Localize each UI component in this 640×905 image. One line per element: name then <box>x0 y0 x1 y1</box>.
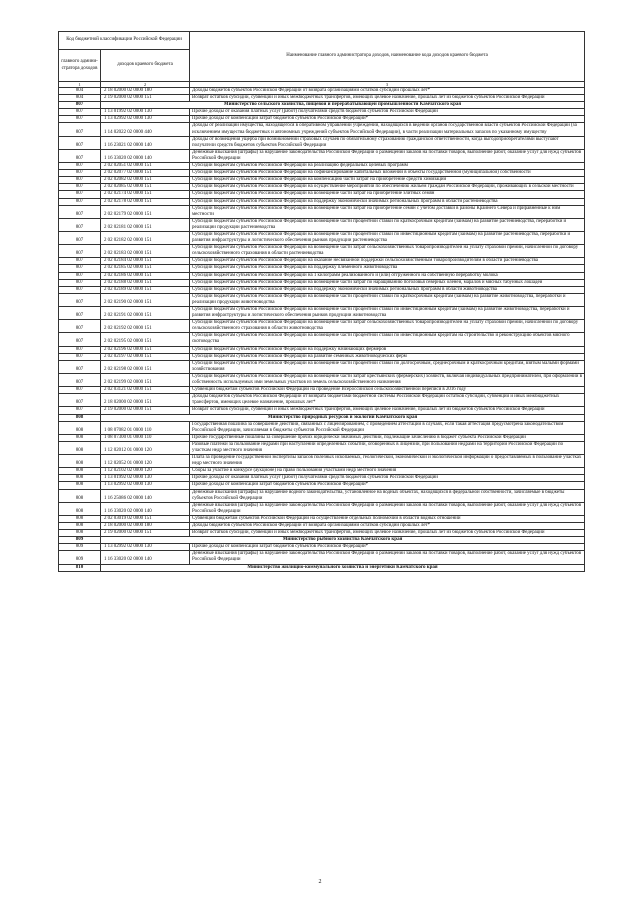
administrator-code: 808 <box>59 489 101 502</box>
table-row <box>59 502 585 515</box>
ministry-title: Министерство сельского хозяйства, пищевой и перерабатывающей промышленности Камчатского края <box>101 102 585 109</box>
table-row <box>59 198 585 205</box>
header-name-column: Наименование главного администратора доходов, наименование кода доходов краевого бюджета <box>190 32 585 82</box>
table-row <box>59 218 585 231</box>
table-row <box>59 116 585 123</box>
administrator-code: 810 <box>59 564 101 571</box>
revenue-code: 2 02 02179 02 0000 151 <box>101 205 190 218</box>
table-row <box>59 530 585 537</box>
revenue-description: Субсидии бюджетам субъектов Российской Федерации на поддержку племенного животноводства <box>190 265 585 272</box>
ministry-title: Министерство рыбного хозяйства Камчатского края <box>101 537 585 544</box>
revenue-description: Субсидии бюджетам субъектов Российской Федерации на возмещение части процентной ставки по инвестиционным кредитам на строительство и реконструкцию объектов мясного скотоводства <box>190 333 585 346</box>
revenue-description: Прочие доходы от оказания платных услуг (работ) получателями средств бюджетов субъектов Российской Федерации <box>190 475 585 482</box>
table-row <box>59 123 585 136</box>
column-number: 3 <box>190 82 585 88</box>
table-row <box>59 346 585 353</box>
table-row <box>59 333 585 346</box>
table-row <box>59 455 585 468</box>
administrator-code: 808 <box>59 475 101 482</box>
administrator-code: 807 <box>59 293 101 306</box>
administrator-code: 809 <box>59 537 101 544</box>
administrator-code: 807 <box>59 191 101 198</box>
revenue-code: 2 02 02186 02 0000 151 <box>101 272 190 279</box>
revenue-code: 2 18 02000 02 0000 180 <box>101 523 190 530</box>
administrator-code: 807 <box>59 231 101 244</box>
revenue-code: 2 19 02000 02 0000 151 <box>101 95 190 102</box>
table-row <box>59 95 585 102</box>
revenue-description: Возврат остатков субсидий, субвенций и иных межбюджетных трансфертов, имеющих целевое назначение, прошлых лет из бюджетов субъектов Российской Федерации <box>190 407 585 414</box>
administrator-code: 808 <box>59 515 101 522</box>
revenue-description: Субсидии бюджетам субъектов Российской Федерации на возмещение части процентной ставки по инвестиционным кредитам (займам) на развитие животноводства, переработки и развития инфраструктуры и логистического обеспечения рынков продукции животноводства <box>190 307 585 320</box>
revenue-code: 1 13 01992 02 0000 130 <box>101 109 190 116</box>
administrator-code: 808 <box>59 414 101 421</box>
table-row <box>59 184 585 191</box>
revenue-description: Субсидии бюджетам субъектов Российской Федерации на софинансирование капитальных вложений в объекты государственной (муниципальной) собственности <box>190 170 585 177</box>
revenue-description: Прочие доходы от компенсации затрат бюджетов субъектов Российской Федерации* <box>190 544 585 551</box>
table-row <box>59 475 585 482</box>
revenue-description: Доходы бюджетов субъектов Российской Федерации от возврата организациями остатков субсидий прошлых лет* <box>190 88 585 95</box>
revenue-code: 2 02 02196 02 0000 151 <box>101 346 190 353</box>
administrator-code: 807 <box>59 279 101 286</box>
revenue-description: Субвенции бюджетам субъектов Российской Федерации на проведение Всероссийской сельскохозяйственной переписи в 2016 году <box>190 387 585 394</box>
revenue-code: 2 02 02188 02 0000 151 <box>101 279 190 286</box>
ministry-title: Министерство жилищно-коммунального хозяйства и энергетики Камчатского края <box>101 564 585 571</box>
table-row <box>59 434 585 441</box>
table-row <box>59 258 585 265</box>
revenue-code: 1 08 07300 01 0000 110 <box>101 434 190 441</box>
revenue-code: 1 08 07082 01 0000 110 <box>101 421 190 434</box>
administrator-code: 807 <box>59 218 101 231</box>
page-number: 2 <box>318 879 322 885</box>
table-row <box>59 163 585 170</box>
table-row <box>59 231 585 244</box>
revenue-description: Прочие доходы от компенсации затрат бюджетов субъектов Российской Федерации* <box>190 116 585 123</box>
revenue-code: 2 02 02082 02 0000 151 <box>101 177 190 184</box>
revenue-code: 1 16 25086 02 0000 140 <box>101 489 190 502</box>
revenue-code: 2 02 02181 02 0000 151 <box>101 218 190 231</box>
revenue-code: 2 02 02192 02 0000 151 <box>101 320 190 333</box>
administrator-code: 808 <box>59 530 101 537</box>
table-row <box>59 387 585 394</box>
header-classification-group: Код бюджетной классификации Российской Федерации <box>59 32 190 50</box>
administrator-code: 807 <box>59 177 101 184</box>
revenue-description: Денежные взыскания (штрафы) за нарушение водного законодательства, установленное на водных объектах, находящихся в федеральной собственности, зачисляемые в бюджеты субъектов Российской Федерации <box>190 489 585 502</box>
administrator-code: 807 <box>59 373 101 386</box>
revenue-code: 1 12 02012 01 0000 120 <box>101 441 190 454</box>
administrator-code: 808 <box>59 502 101 515</box>
revenue-description: Возврат остатков субсидий, субвенций и иных межбюджетных трансфертов, имеющих целевое назначение, прошлых лет из бюджетов субъектов Российской Федерации <box>190 530 585 537</box>
revenue-description: Доходы от реализации имущества, находящегося в оперативном управлении учреждений, находящихся в ведении органов государственной власти субъектов Российской Федерации (за исключением имущества бюджетных и автономных учреждений субъектов Российской Федерации), в части реализации материальных запасов по указанному имуществу <box>190 123 585 136</box>
revenue-description: Субсидии бюджетам субъектов Российской Федерации на оказание несвязанной поддержки сельскохозяйственным товаропроизводителям в области растениеводства <box>190 258 585 265</box>
administrator-code: 807 <box>59 116 101 123</box>
revenue-code: 2 02 02189 02 0000 151 <box>101 286 190 293</box>
revenue-code: 2 02 02195 02 0000 151 <box>101 333 190 346</box>
administrator-code: 809 <box>59 551 101 564</box>
administrator-code: 807 <box>59 307 101 320</box>
revenue-code: 2 02 02185 02 0000 151 <box>101 265 190 272</box>
ministry-section-row <box>59 564 585 571</box>
revenue-description: Доходы от возмещения ущерба при возникновении страховых случаев по обязательному страхованию гражданской ответственности, когда выгодоприобретателями выступают получатели средств бюджетов субъектов Российской Федерации <box>190 136 585 149</box>
table-row <box>59 307 585 320</box>
table-row <box>59 245 585 258</box>
revenue-description: Денежные взыскания (штрафы) за нарушение законодательства Российской Федерации о размещении заказов на поставки товаров, выполнение работ, оказание услуг для нужд субъектов Российской Федерации <box>190 502 585 515</box>
revenue-description: Субвенции бюджетам субъектов Российской Федерации на осуществление отдельных полномочий в области водных отношений <box>190 515 585 522</box>
table-row <box>59 421 585 434</box>
revenue-description: Прочие государственные пошлины за совершение прочих юридически значимых действий, подлежащие зачислению в бюджет субъекта Российской Федерации <box>190 434 585 441</box>
revenue-description: Прочие доходы от компенсации затрат бюджетов субъектов Российской Федерации* <box>190 482 585 489</box>
table-row <box>59 320 585 333</box>
table-row <box>59 109 585 116</box>
revenue-code: 1 13 02992 02 0000 130 <box>101 116 190 123</box>
revenue-code: 2 02 02077 02 0000 151 <box>101 170 190 177</box>
revenue-code: 1 13 02992 02 0000 130 <box>101 482 190 489</box>
administrator-code: 807 <box>59 123 101 136</box>
revenue-description: Субсидии бюджетам субъектов Российской Федерации на возмещение части процентной ставки по краткосрочным кредитам (займам) на развитие растениеводства, переработки и реализации продукции растениеводства <box>190 218 585 231</box>
administrator-code: 808 <box>59 455 101 468</box>
administrator-code: 807 <box>59 360 101 373</box>
revenue-code: 2 02 02174 02 0000 151 <box>101 191 190 198</box>
table-row <box>59 360 585 373</box>
table-row <box>59 191 585 198</box>
revenue-code: 2 02 02199 02 0000 151 <box>101 373 190 386</box>
revenue-code: 1 16 23021 02 0000 140 <box>101 136 190 149</box>
administrator-code: 807 <box>59 387 101 394</box>
table-row <box>59 88 585 95</box>
revenue-code: 2 02 02184 02 0000 151 <box>101 258 190 265</box>
table-row <box>59 407 585 414</box>
administrator-code: 808 <box>59 441 101 454</box>
revenue-description: Возврат остатков субсидий, субвенций и иных межбюджетных трансфертов, имеющих целевое назначение, прошлых лет из бюджетов субъектов Российской Федерации <box>190 95 585 102</box>
revenue-description: Разовые платежи за пользование недрами при наступлении определенных событий, оговоренных в лицензии, при пользовании недрами на территории Российской Федерации по участкам недр местного значения <box>190 441 585 454</box>
revenue-description: Субсидии бюджетам субъектов Российской Федерации на возмещение части затрат сельскохозяйственных товаропроизводителей на уплату страховой премии, начисленной по договору сельскохозяйственного страхования в области растениеводства <box>190 245 585 258</box>
revenue-description: Субсидии бюджетам субъектов Российской Федерации на реализацию федеральных целевых программ <box>190 163 585 170</box>
table-row <box>59 286 585 293</box>
header-revenue-code-column: доходов краевого бюджета <box>101 50 190 82</box>
revenue-description: Субсидии бюджетам субъектов Российской Федерации на возмещение части затрат на приобретение элитных семян <box>190 191 585 198</box>
ministry-section-row <box>59 414 585 421</box>
table-row <box>59 265 585 272</box>
administrator-code: 807 <box>59 333 101 346</box>
administrator-code: 808 <box>59 482 101 489</box>
administrator-code: 807 <box>59 245 101 258</box>
administrator-code: 808 <box>59 434 101 441</box>
administrator-code: 807 <box>59 394 101 407</box>
revenue-description: Прочие доходы от оказания платных услуг (работ) получателями средств бюджетов субъектов Российской Федерации <box>190 109 585 116</box>
revenue-description: Субсидии бюджетам субъектов Российской Федерации на возмещение части процентной ставки по долгосрочным, среднесрочным и краткосрочным кредитам, взятым малыми формами хозяйствования <box>190 360 585 373</box>
revenue-description: Денежные взыскания (штрафы) за нарушение законодательства Российской Федерации о размещении заказов на поставки товаров, выполнение работ, оказание услуг для нужд субъектов Российской Федерации <box>190 551 585 564</box>
administrator-code: 808 <box>59 421 101 434</box>
administrator-code: 807 <box>59 102 101 109</box>
table-row <box>59 170 585 177</box>
administrator-code: 808 <box>59 523 101 530</box>
revenue-description: Субсидии бюджетам субъектов Российской Федерации на возмещение части затрат на приобретение семян с учетом доставки в районы Крайнего Севера и приравненные к ним местности <box>190 205 585 218</box>
table-row <box>59 551 585 564</box>
table-row <box>59 468 585 475</box>
administrator-code: 807 <box>59 286 101 293</box>
revenue-description: Субсидии бюджетам субъектов Российской Федерации на возмещение части затрат крестьянских (фермерских) хозяйств, включая индивидуальных предпринимателей, при оформлении в собственность используемых ими земельных участков из земель сельскохозяйственного назначения <box>190 373 585 386</box>
administrator-code: 807 <box>59 407 101 414</box>
revenue-description: Субсидии бюджетам субъектов Российской Федерации на компенсацию части затрат на приобретение средств химизации <box>190 177 585 184</box>
revenue-code: 2 02 02085 02 0000 151 <box>101 184 190 191</box>
table-row <box>59 136 585 149</box>
revenue-code: 2 19 02000 02 0000 151 <box>101 407 190 414</box>
ministry-section-row <box>59 537 585 544</box>
revenue-description: Сборы за участие в конкурсе (аукционе) на право пользования участками недр местного значения <box>190 468 585 475</box>
revenue-code: 2 02 02051 02 0000 151 <box>101 163 190 170</box>
revenue-code: 2 02 02190 02 0000 151 <box>101 293 190 306</box>
table-row <box>59 523 585 530</box>
administrator-code: 807 <box>59 205 101 218</box>
table-row <box>59 544 585 551</box>
administrator-code: 807 <box>59 163 101 170</box>
administrator-code: 807 <box>59 265 101 272</box>
administrator-code: 807 <box>59 149 101 162</box>
administrator-code: 807 <box>59 320 101 333</box>
revenue-description: Плата за проведение государственной экспертизы запасов полезных ископаемых, геологической, экономической и экологической информации о предоставляемых в пользование участках недр местного значения <box>190 455 585 468</box>
revenue-code: 2 02 02198 02 0000 151 <box>101 360 190 373</box>
administrator-code: 807 <box>59 198 101 205</box>
revenue-code: 2 02 02191 02 0000 151 <box>101 307 190 320</box>
administrator-code: 807 <box>59 258 101 265</box>
revenue-description: Субсидии бюджетам субъектов Российской Федерации на 1 килограмм реализованного и (или) отгруженного на собственную переработку молока <box>190 272 585 279</box>
revenue-description: Субсидии бюджетам субъектов Российской Федерации на поддержку начинающих фермеров <box>190 346 585 353</box>
revenue-code: 1 16 33020 02 0000 140 <box>101 551 190 564</box>
table-row <box>59 441 585 454</box>
table-row <box>59 205 585 218</box>
table-row <box>59 293 585 306</box>
administrator-code: 807 <box>59 353 101 360</box>
revenue-description: Субсидии бюджетам субъектов Российской Федерации на возмещение части процентной ставки по инвестиционным кредитам (займам) на развитие растениеводства, переработки и развития инфраструктуры и логистического обеспечения рынков продукции растениеводства <box>190 231 585 244</box>
table-row <box>59 177 585 184</box>
revenue-codes-table <box>58 31 585 572</box>
header-administrator-column: главного админи-стратора доходов <box>59 50 101 82</box>
revenue-description: Субсидии бюджетам субъектов Российской Федерации на возмещение части затрат сельскохозяйственных товаропроизводителей на уплату страховой премии, начисленной по договору сельскохозяйственного страхования в области животноводства <box>190 320 585 333</box>
ministry-title: Министерство природных ресурсов и экологии Камчатского края <box>101 414 585 421</box>
revenue-code: 2 02 02183 02 0000 151 <box>101 245 190 258</box>
revenue-description: Государственная пошлина за совершение действий, связанных с лицензированием, с проведением аттестации в случаях, если такая аттестация предусмотрена законодательством Российской Федерации, зачисляемая в бюджеты субъектов Российской Федерации <box>190 421 585 434</box>
revenue-description: Субсидии бюджетам субъектов Российской Федерации на поддержку экономически значимых региональных программ в области животноводства <box>190 286 585 293</box>
revenue-code: 2 02 03019 02 0000 151 <box>101 515 190 522</box>
table-row <box>59 279 585 286</box>
administrator-code: 807 <box>59 109 101 116</box>
table-row <box>59 149 585 162</box>
administrator-code: 807 <box>59 184 101 191</box>
column-number: 1 <box>59 82 101 88</box>
ministry-section-row <box>59 102 585 109</box>
revenue-code: 2 02 02182 02 0000 151 <box>101 231 190 244</box>
column-number: 2 <box>101 82 190 88</box>
revenue-code: 2 02 03121 02 0000 151 <box>101 387 190 394</box>
table-body <box>59 88 585 572</box>
revenue-code: 2 02 02178 02 0000 151 <box>101 198 190 205</box>
table-row <box>59 272 585 279</box>
administrator-code: 809 <box>59 544 101 551</box>
revenue-code: 2 18 02000 02 0000 151 <box>101 394 190 407</box>
revenue-code: 1 12 02052 01 0000 120 <box>101 455 190 468</box>
table-row <box>59 489 585 502</box>
revenue-description: Доходы бюджетов субъектов Российской Федерации от возврата организациями остатков субсидий прошлых лет* <box>190 523 585 530</box>
administrator-code: 807 <box>59 136 101 149</box>
revenue-description: Субсидии бюджетам субъектов Российской Федерации на развитие семейных животноводческих ферм <box>190 353 585 360</box>
document-page <box>58 31 584 572</box>
table-row <box>59 482 585 489</box>
revenue-description: Субсидии бюджетам субъектов Российской Федерации на возмещение части затрат по наращиванию поголовья северных оленей, маралов и мясных табунных лошадей <box>190 279 585 286</box>
administrator-code: 807 <box>59 170 101 177</box>
table-row <box>59 373 585 386</box>
revenue-code: 1 14 02022 02 0000 440 <box>101 123 190 136</box>
revenue-code: 2 02 02197 02 0000 151 <box>101 353 190 360</box>
revenue-description: Субсидии бюджетам субъектов Российской Федерации на поддержку экономически значимых региональных программ в области растениеводства <box>190 198 585 205</box>
table-row <box>59 515 585 522</box>
revenue-description: Доходы бюджетов субъектов Российской Федерации от возврата бюджетами бюджетной системы Российской Федерации остатков субсидий, субвенций и иных межбюджетных трансфертов, имеющих целевое назначение, прошлых лет* <box>190 394 585 407</box>
revenue-code: 2 18 02000 02 0000 180 <box>101 88 190 95</box>
revenue-description: Субсидии бюджетам субъектов Российской Федерации на возмещение части процентной ставки по краткосрочным кредитам (займам) на развитие животноводства, переработки и реализации продукции животноводства <box>190 293 585 306</box>
revenue-code: 1 16 33020 02 0000 140 <box>101 149 190 162</box>
administrator-code: 807 <box>59 272 101 279</box>
table-row <box>59 394 585 407</box>
administrator-code: 807 <box>59 346 101 353</box>
administrator-code: 808 <box>59 468 101 475</box>
revenue-code: 2 19 02000 02 0000 151 <box>101 530 190 537</box>
administrator-code: 804 <box>59 88 101 95</box>
revenue-code: 1 16 33020 02 0000 140 <box>101 502 190 515</box>
table-header <box>59 32 585 88</box>
revenue-code: 1 12 02102 02 0000 120 <box>101 468 190 475</box>
administrator-code: 804 <box>59 95 101 102</box>
revenue-code: 1 13 02992 02 0000 130 <box>101 544 190 551</box>
revenue-description: Денежные взыскания (штрафы) за нарушение законодательства Российской Федерации о размещении заказов на поставки товаров, выполнение работ, оказание услуг для нужд субъектов Российской Федерации <box>190 149 585 162</box>
revenue-description: Субсидии бюджетам субъектов Российской Федерации на осуществление мероприятий по обеспечению жильем граждан Российской Федерации, проживающих в сельской местности <box>190 184 585 191</box>
table-row <box>59 353 585 360</box>
revenue-code: 1 13 01992 02 0000 130 <box>101 475 190 482</box>
